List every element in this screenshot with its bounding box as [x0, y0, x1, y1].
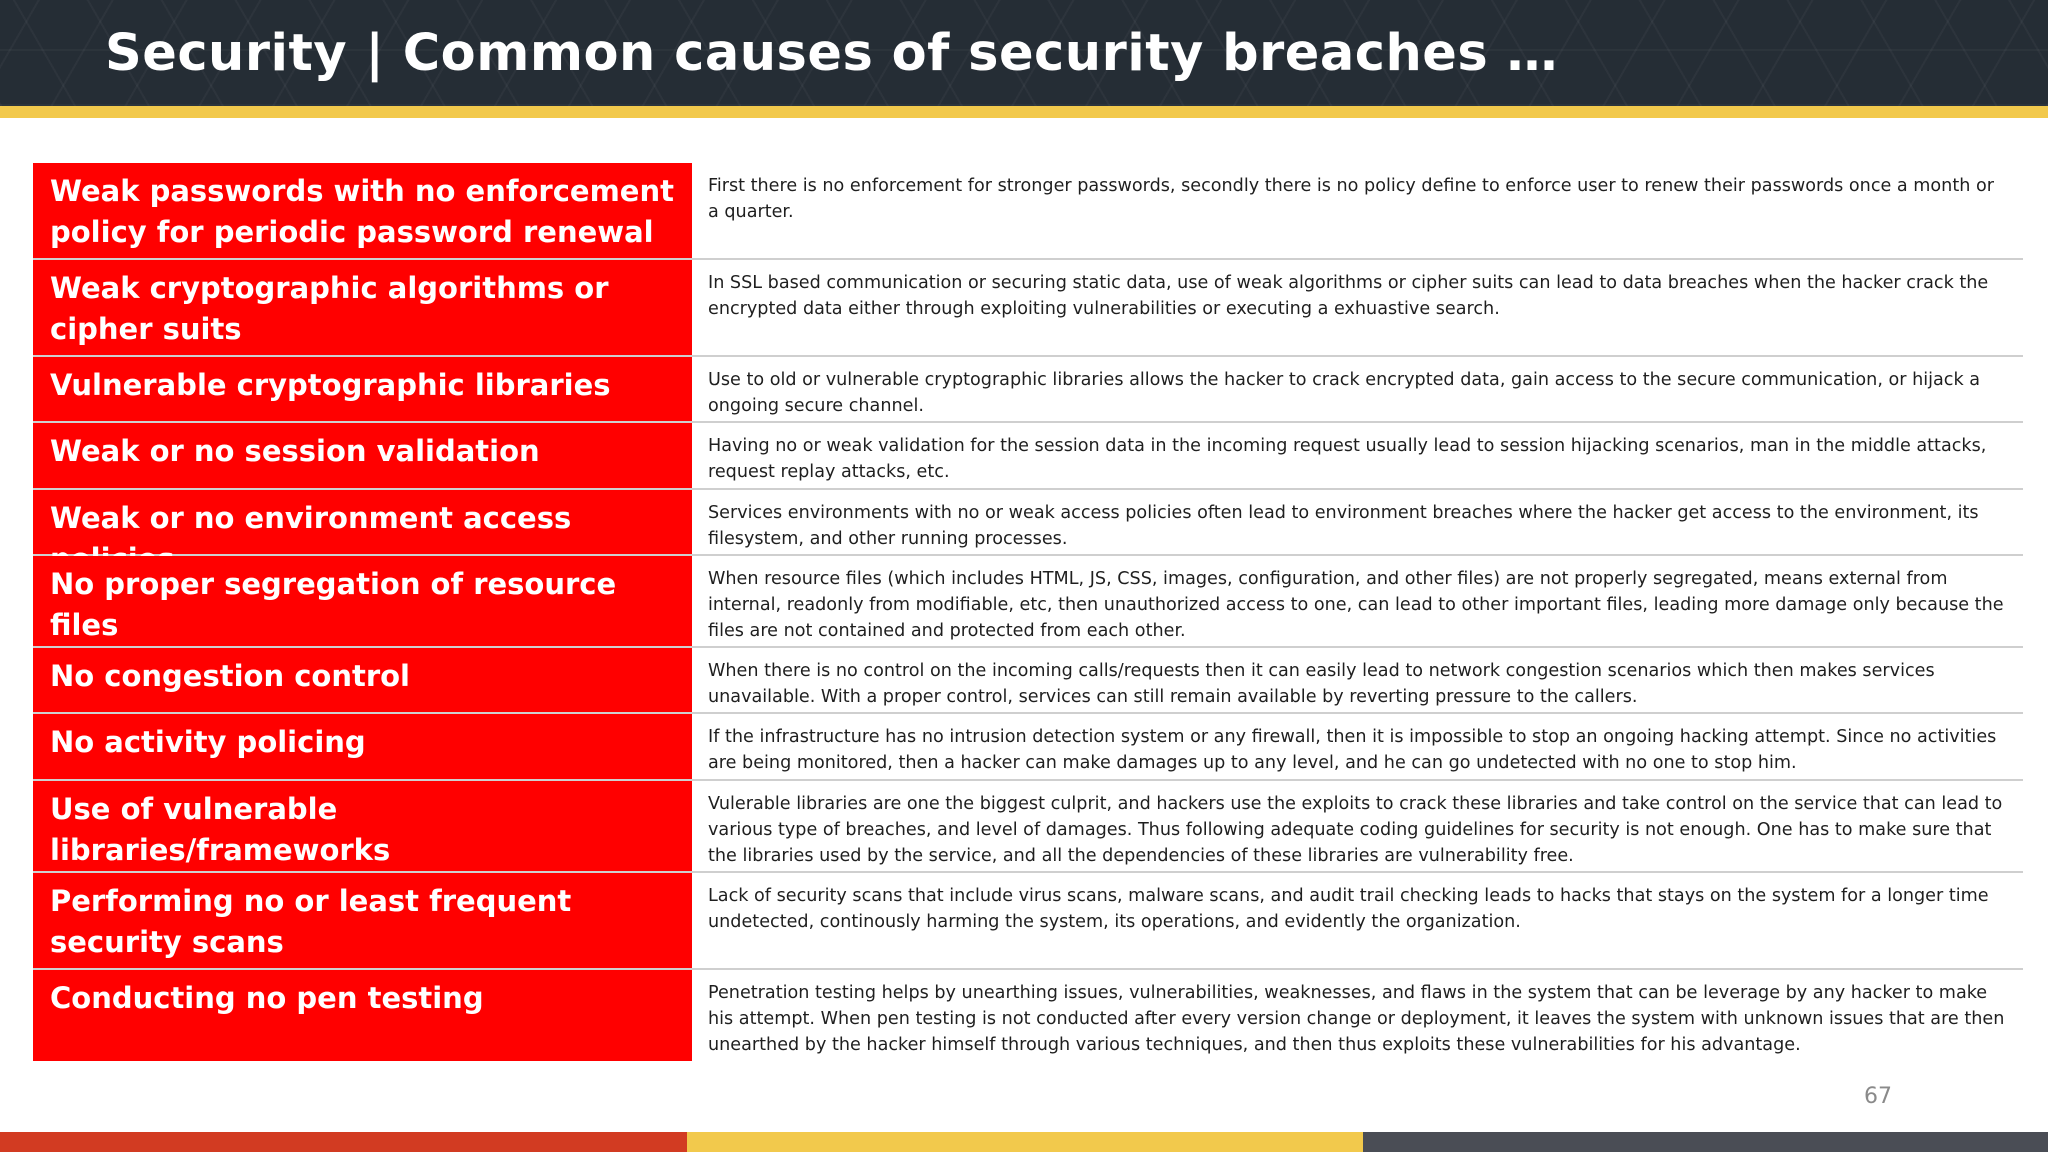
title-bar: [0, 0, 2048, 106]
table-row: [33, 260, 2023, 357]
cause-cell: Weak or no session validation: [33, 423, 692, 488]
description-cell: Use to old or vulnerable cryptographic libraries allows the hacker to crack encrypted data, gain access to the secure communication, or hijack a ongoing secure channel.: [708, 370, 1981, 416]
description-cell: If the infrastructure has no intrusion detection system or any firewall, then it is impossible to stop an ongoing hacking attempt. Since no activities are being monitored, then a hacker can make damages up to any level, and he can go undetected with no one to stop him.: [708, 727, 1997, 773]
description-cell: Having no or weak validation for the session data in the incoming request usually lead to session hijacking scenarios, man in the middle attacks, request replay attacks, etc.: [708, 436, 1987, 482]
table-row: [33, 423, 2023, 490]
footer-bar-yellow: [687, 1132, 1363, 1152]
table-row: [33, 714, 2023, 781]
description-cell: Vulerable libraries are one the biggest culprit, and hackers use the exploits to crack these libraries and take control on the service that can lead to various type of breaches, and level of damages. Thus following adequate coding guidelines for security is not enough. One has to make sure that the libraries used by the service, and all the dependencies of these libraries are vulnerability free.: [708, 794, 2003, 866]
cause-cell: Weak cryptographic algorithms or cipher suits: [33, 260, 692, 355]
description-cell: In SSL based communication or securing static data, use of weak algorithms or cipher suits can lead to data breaches when the hacker crack the encrypted data either through exploiting vulnerabilities or executing a exhuastive search.: [708, 273, 1989, 319]
cause-cell: No activity policing: [33, 714, 692, 779]
table-row: [33, 163, 2023, 260]
table-row: [33, 873, 2023, 970]
cause-cell: No congestion control: [33, 648, 692, 712]
cause-cell: Weak or no environment access: [33, 490, 692, 554]
table-row: [33, 357, 2023, 423]
cause-cell: Conducting no pen testing: [33, 970, 692, 1061]
table-row: [33, 781, 2023, 873]
cause-cell: Weak passwords with no enforcement policy for periodic password renewal: [33, 163, 692, 258]
description-cell: When there is no control on the incoming calls/requests then it can easily lead to network congestion scenarios which then makes services unavailable. With a proper control, services can still remain available by reverting pressure to the callers.: [708, 661, 1935, 707]
page-number: 67: [1864, 1084, 1892, 1109]
table-row: [33, 970, 2023, 1061]
cause-cell: No proper segregation of resource files: [33, 556, 692, 646]
footer-bar-red: [0, 1132, 687, 1152]
table-row: [33, 490, 2023, 556]
table-row: [33, 648, 2023, 714]
cause-cell: Use of vulnerable libraries/frameworks: [33, 781, 692, 871]
description-cell: First there is no enforcement for stronger passwords, secondly there is no policy define to enforce user to renew their passwords once a month or a quarter.: [708, 176, 1994, 222]
table-row: [33, 556, 2023, 648]
causes-table: [33, 163, 2023, 1061]
title-accent-stripe: [0, 106, 2048, 118]
description-cell: Services environments with no or weak access policies often lead to environment breaches where the hacker get access to the environment, its filesystem, and other running processes.: [708, 503, 1979, 549]
description-cell: Lack of security scans that include virus scans, malware scans, and audit trail checking leads to hacks that stays on the system for a longer time undetected, continously harming the system, its operations, and evidently the organization.: [708, 886, 1989, 932]
description-cell: Penetration testing helps by unearthing issues, vulnerabilities, weaknesses, and flaws in the system that can be leverage by any hacker to make his attempt. When pen testing is not conducted after every version change or deployment, it leaves the system with unknown issues that are then unearthed by the hacker himself through various techniques, and then thus exploits these vulnerabilities for his advantage.: [708, 983, 2005, 1055]
footer-bar-dark: [1363, 1132, 2048, 1152]
cause-cell: Performing no or least frequent security scans: [33, 873, 692, 968]
slide-title: Security | Common causes of security breaches …: [105, 24, 1558, 83]
description-cell: When resource files (which includes HTML, JS, CSS, images, configuration, and other files) are not properly segregated, means external from internal, readonly from modifiable, etc, then unauthorized access to one, can lead to other important files, leading more damage only because the files are not contained and protected from each other.: [708, 569, 2004, 641]
cause-cell: Vulnerable cryptographic libraries: [33, 357, 692, 421]
